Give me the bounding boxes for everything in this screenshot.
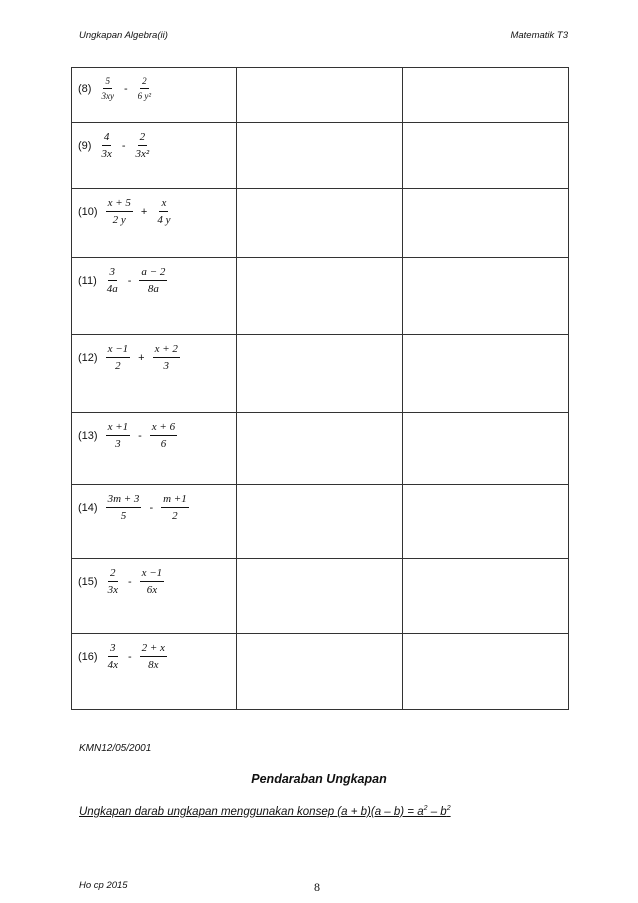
fraction-a — [99, 131, 113, 161]
exercise-row — [72, 335, 569, 413]
section-title: Pendaraban Ungkapan — [251, 772, 387, 786]
fraction-a-denominator: 3 — [115, 438, 121, 450]
fraction-b-denominator: 2 — [172, 510, 178, 522]
answer-cell-1[interactable] — [237, 258, 403, 335]
question-cell — [72, 68, 237, 123]
concept-text: Ungkapan darab ungkapan menggunakan konsep (a + b)(a – b) = a — [79, 805, 424, 818]
fraction-b-numerator: x — [159, 197, 168, 212]
answer-cell-1[interactable] — [237, 123, 403, 189]
question-cell — [72, 189, 237, 258]
question-cell — [72, 335, 237, 413]
fraction-b — [153, 343, 180, 373]
header-right: Matematik T3 — [510, 30, 568, 41]
fraction-b — [140, 567, 165, 597]
operator: - — [138, 430, 142, 442]
fraction-a-numerator: 5 — [103, 76, 112, 89]
exercise-row — [72, 559, 569, 634]
exercise-row — [72, 258, 569, 335]
answer-cell-1[interactable] — [237, 335, 403, 413]
answer-cell-1[interactable] — [237, 68, 403, 123]
exercise-row — [72, 68, 569, 123]
fraction-a-denominator: 3xy — [101, 91, 114, 101]
concept-mid: – b — [427, 805, 447, 818]
question-cell — [72, 485, 237, 559]
fraction-b-denominator: 8x — [148, 659, 159, 671]
answer-cell-2[interactable] — [403, 559, 569, 634]
fraction-b-numerator: a − 2 — [139, 266, 167, 281]
fraction-a — [106, 197, 133, 227]
concept-exponent-b: 2 — [446, 805, 451, 812]
answer-cell-1[interactable] — [237, 189, 403, 258]
answer-cell-1[interactable] — [237, 559, 403, 634]
exercise-row — [72, 485, 569, 559]
question-number: (9) — [78, 140, 92, 152]
answer-cell-1[interactable] — [237, 413, 403, 485]
operator: - — [149, 502, 154, 514]
question-number: (15) — [78, 576, 98, 588]
answer-cell-2[interactable] — [403, 413, 569, 485]
operator: - — [127, 275, 132, 287]
operator: + — [138, 352, 145, 364]
answer-cell-2[interactable] — [403, 634, 569, 710]
question-number: (14) — [78, 502, 98, 514]
question-number: (16) — [78, 651, 98, 663]
fraction-b-numerator: x −1 — [140, 567, 165, 582]
fraction-a-numerator: 3m + 3 — [106, 493, 142, 508]
answer-cell-2[interactable] — [403, 189, 569, 258]
fraction-b — [161, 493, 189, 523]
fraction-a-numerator: x −1 — [106, 343, 131, 358]
exercise-row — [72, 123, 569, 189]
fraction-b-denominator: 6x — [146, 584, 158, 596]
fraction-a-numerator: 3 — [108, 642, 118, 657]
question-number: (11) — [78, 275, 97, 287]
fraction-a — [106, 343, 131, 373]
expression — [72, 123, 236, 161]
operator: + — [140, 206, 148, 218]
expression — [72, 68, 236, 102]
fraction-a — [106, 567, 120, 597]
fraction-a — [106, 493, 142, 523]
fraction-a-denominator: 2 y — [112, 214, 126, 226]
fraction-b-denominator: 6 — [160, 438, 167, 450]
answer-cell-1[interactable] — [237, 634, 403, 710]
fraction-a — [106, 421, 131, 451]
question-number: (8) — [78, 83, 92, 95]
answer-cell-1[interactable] — [237, 485, 403, 559]
fraction-a-numerator: x +1 — [106, 421, 131, 436]
expression — [72, 559, 236, 597]
fraction-b — [140, 642, 167, 672]
question-number: (13) — [78, 430, 98, 442]
operator: - — [121, 140, 126, 152]
question-cell — [72, 123, 237, 189]
fraction-b-denominator: 3x² — [135, 148, 150, 160]
expression — [72, 189, 236, 227]
expression — [72, 634, 236, 672]
question-cell — [72, 258, 237, 335]
fraction-a-denominator: 4a — [106, 283, 118, 295]
expression — [72, 335, 236, 373]
fraction-b-denominator: 8a — [147, 283, 159, 295]
operator: - — [123, 83, 128, 95]
answer-cell-2[interactable] — [403, 258, 569, 335]
fraction-a-denominator: 3x — [107, 584, 118, 596]
fraction-b — [136, 76, 153, 102]
reference-code: KMN12/05/2001 — [79, 743, 152, 754]
expression — [72, 485, 236, 523]
operator: - — [127, 576, 132, 588]
fraction-b-numerator: m +1 — [161, 493, 189, 508]
fraction-b-denominator: 4 y — [157, 214, 171, 226]
fraction-b-numerator: x + 2 — [153, 343, 180, 358]
exercise-table — [71, 67, 569, 710]
fraction-a-denominator: 4x — [107, 659, 118, 671]
answer-cell-2[interactable] — [403, 485, 569, 559]
fraction-b — [155, 197, 172, 227]
header-left: Ungkapan Algebra(ii) — [79, 30, 168, 41]
exercise-row — [72, 189, 569, 258]
fraction-b-numerator: 2 + x — [140, 642, 167, 657]
question-cell — [72, 559, 237, 634]
fraction-a — [106, 642, 120, 672]
fraction-b-numerator: x + 6 — [150, 421, 177, 436]
concept-exponent-a: 2 — [423, 805, 428, 812]
concept-statement — [79, 805, 451, 818]
answer-cell-2[interactable] — [403, 68, 569, 123]
fraction-a-numerator: 3 — [108, 266, 118, 281]
fraction-b — [139, 266, 167, 296]
expression — [72, 413, 236, 451]
answer-cell-2[interactable] — [403, 123, 569, 189]
fraction-b-numerator: 2 — [140, 76, 149, 89]
fraction-a — [99, 76, 116, 102]
fraction-b-numerator: 2 — [138, 131, 148, 146]
page-number: 8 — [314, 880, 320, 894]
exercise-row — [72, 413, 569, 485]
fraction-a-numerator: 4 — [102, 131, 112, 146]
operator: - — [127, 651, 132, 663]
footer-author: Ho cp 2015 — [79, 880, 128, 891]
fraction-a-denominator: 5 — [120, 510, 127, 522]
exercise-row — [72, 634, 569, 710]
fraction-a-numerator: x + 5 — [106, 197, 133, 212]
answer-cell-2[interactable] — [403, 335, 569, 413]
fraction-b — [134, 131, 152, 161]
fraction-a — [105, 266, 120, 296]
fraction-a-numerator: 2 — [108, 567, 118, 582]
question-number: (10) — [78, 206, 98, 218]
fraction-b — [150, 421, 177, 451]
fraction-a-denominator: 3x — [101, 148, 112, 160]
question-cell — [72, 413, 237, 485]
fraction-b-denominator: 6 y² — [137, 91, 152, 101]
question-number: (12) — [78, 352, 98, 364]
fraction-a-denominator: 2 — [115, 360, 121, 372]
fraction-b-denominator: 3 — [163, 360, 169, 372]
question-cell — [72, 634, 237, 710]
expression — [72, 258, 236, 296]
